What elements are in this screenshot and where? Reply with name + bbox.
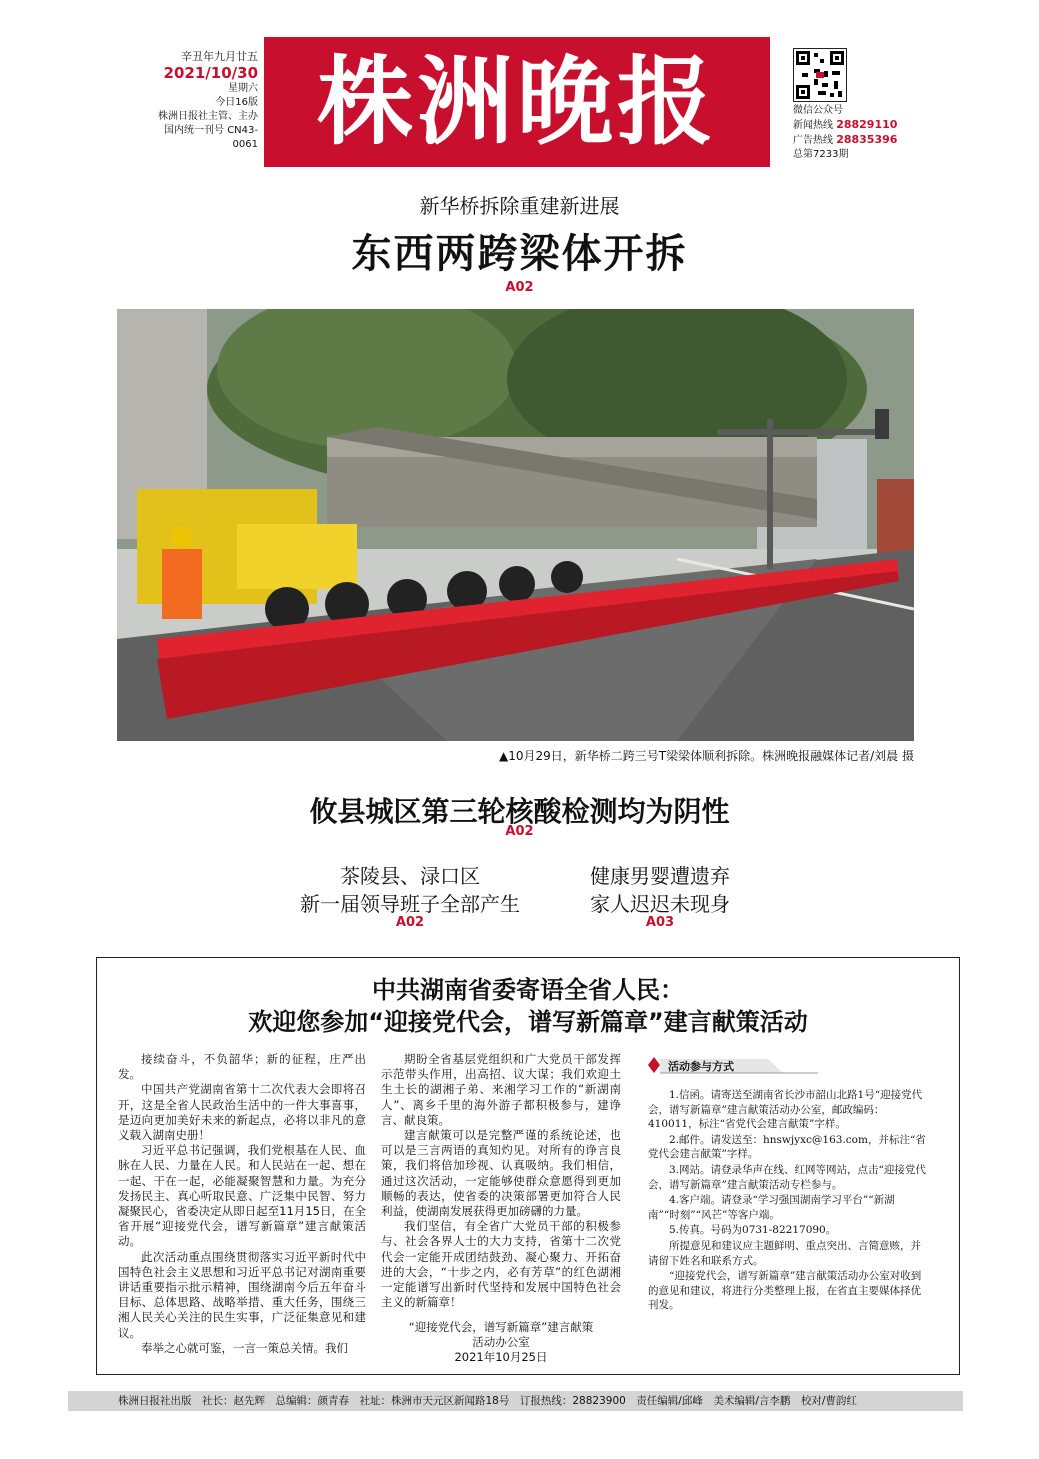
lead-page-ref[interactable]: A02 [505,280,534,295]
qr-code-icon [793,48,847,102]
page-count: 今日16版 [215,97,258,108]
paragraph: 此次活动重点围绕贯彻落实习近平新时代中国特色社会主义思想和习近平总书记对湖南重要讲话重要指示批示精神，围绕湖南今后五年奋斗目标、总体思路、战略举措、重大任务，围绕三湘人民关心关注的民生实事，广泛征集意见和建议。 [118,1249,366,1340]
story2-page-ref[interactable]: A02 [505,824,534,839]
box-title-line2: 欢迎您参加“迎接党代会，谱写新篇章”建言献策活动 [248,1008,808,1036]
masthead-right-meta [793,104,943,162]
ad-hotline: 广告热线 28835396 [793,133,898,146]
paragraph: “迎接党代会，谱写新篇章”建言献策活动办公室对收到的意见和建议，将进行分类整理上报，在省直主要媒体择优刊发。 [648,1270,922,1312]
paragraph: 建言献策可以是完整严谨的系统论述，也可以是三言两语的真知灼见。对所有的诤言良策，我们将倍加珍视、认真吸纳。我们相信，通过这次活动，一定能够使群众意愿得到更加顺畅的表达，使省委的决策部署更加符合人民利益，使湖南发展获得更加磅礴的力量。 [381,1128,621,1219]
teaser-left-headline[interactable]: 茶陵县、渌口区 新一届领导班子全部产生 [300,864,520,916]
lead-subhead: 新华桥拆除重建新进展 [419,194,620,218]
paragraph: 所提意见和建议应主题鲜明、重点突出、言简意赅，并请留下姓名和联系方式。 [648,1239,921,1267]
news-hotline: 新闻热线 28829110 [793,118,898,131]
masthead [264,37,770,167]
red-diamond-icon [648,1057,660,1073]
publisher: 株洲日报社主管、主办 [158,111,258,122]
issue-date: 2021/10/30 [163,64,258,82]
page-footer: 株洲日报社出版 社长：赵先辉 总编辑：颜青春 社址：株洲市天元区新闻路18号 订报热线：28823900 责任编辑/邱峰 美术编辑/言李鹏 校对/曹韵红 [68,1391,963,1411]
paragraph: 5.传真。号码为0731-82217090。 [669,1224,837,1237]
paragraph: 习近平总书记强调，我们党根基在人民、血脉在人民、力量在人民。和人民站在一起、想在一起、干在一起，必能凝聚智慧和力量。为充分发扬民主、真心听取民意、广泛集中民智、努力凝聚民心，省委决定从即日起至11月15日，在全省开展“迎接党代会，谱写新篇章”建言献策活动。 [118,1143,366,1249]
paragraph: 中国共产党湖南省第十二次代表大会即将召开，这是全省人民政治生活中的一件大事喜事，是迈向更加美好未来的新起点，必将以非凡的意义载入湖南史册！ [118,1082,366,1143]
box-column-3 [648,1088,926,1314]
paragraph: 奉举之心就可鉴，一言一策总关情。我们 [141,1340,348,1355]
story2-headline[interactable]: 攸县城区第三轮核酸检测均为阴性 [309,795,730,828]
activity-title: 活动参与方式 [668,1060,734,1073]
teaser-right-page-ref[interactable]: A03 [645,915,675,930]
photo-caption: ▲10月29日，新华桥二跨三号T梁梁体顺利拆除。株洲晚报融媒体记者/刘晨 摄 [499,749,914,763]
masthead-left-meta [140,50,258,152]
activity-title-bar [648,1055,818,1075]
issue-number: 总第7233期 [793,149,849,160]
paragraph: 期盼全省基层党组织和广大党员干部发挥示范带头作用，出高招、议大谋；我们欢迎土生土长的湖湘子弟、来湘学习工作的“新湖南人”、离乡千里的海外游子都积极参与，建诤言、献良策。 [381,1052,621,1127]
newspaper-title: 株洲晚报 [317,45,717,158]
paragraph: 1.信函。请寄送至湖南省长沙市韶山北路1号“迎接党代会，谱写新篇章”建言献策活动办公室，邮政编码：410011，标注“省党代会建言献策”字样。 [648,1089,923,1131]
box-title-line1: 中共湖南省委寄语全省人民： [372,976,684,1004]
paragraph: 4.客户端。请登录“学习强国湖南学习平台”“新湖南”“时刻”“风芒”等客户端。 [648,1194,895,1221]
cn-number: 国内统一刊号 CN43-0061 [164,125,258,150]
paragraph: 接续奋斗，不负韶华；新的征程，庄严出发。 [118,1052,366,1082]
weekday: 星期六 [228,83,258,94]
paragraph: 2.邮件。请发送至：hnswjyxc@163.com，并标注“省党代会建言献策”字样。 [648,1133,926,1161]
box-signature: “迎接党代会，谱写新篇章”建言献策 活动办公室 2021年10月25日 [408,1320,594,1364]
paragraph: 3.网站。请登录华声在线、红网等网站，点击“迎接党代会，谱写新篇章”建言献策活动专栏参与。 [648,1163,926,1191]
teaser-left-page-ref[interactable]: A02 [395,915,425,930]
lead-photo [117,309,914,741]
teaser-right-headline[interactable]: 健康男婴遭遗弃 家人迟迟未现身 [590,864,730,916]
lunar-date: 辛丑年九月廿五 [181,50,258,63]
box-column-2 [381,1052,621,1310]
wechat-label: 微信公众号 [793,105,843,116]
box-column-1 [118,1052,366,1356]
paragraph: 我们坚信，有全省广大党员干部的积极参与、社会各界人士的大力支持，省第十二次党代会一定能开成团结鼓劲、凝心聚力、开拓奋进的大会，“十步之内，必有芳草”的红色湖湘一定能谱写出新时代坚持和发展中国特色社会主义的新篇章！ [381,1219,621,1310]
lead-headline[interactable]: 东西两跨梁体开拆 [351,231,688,277]
